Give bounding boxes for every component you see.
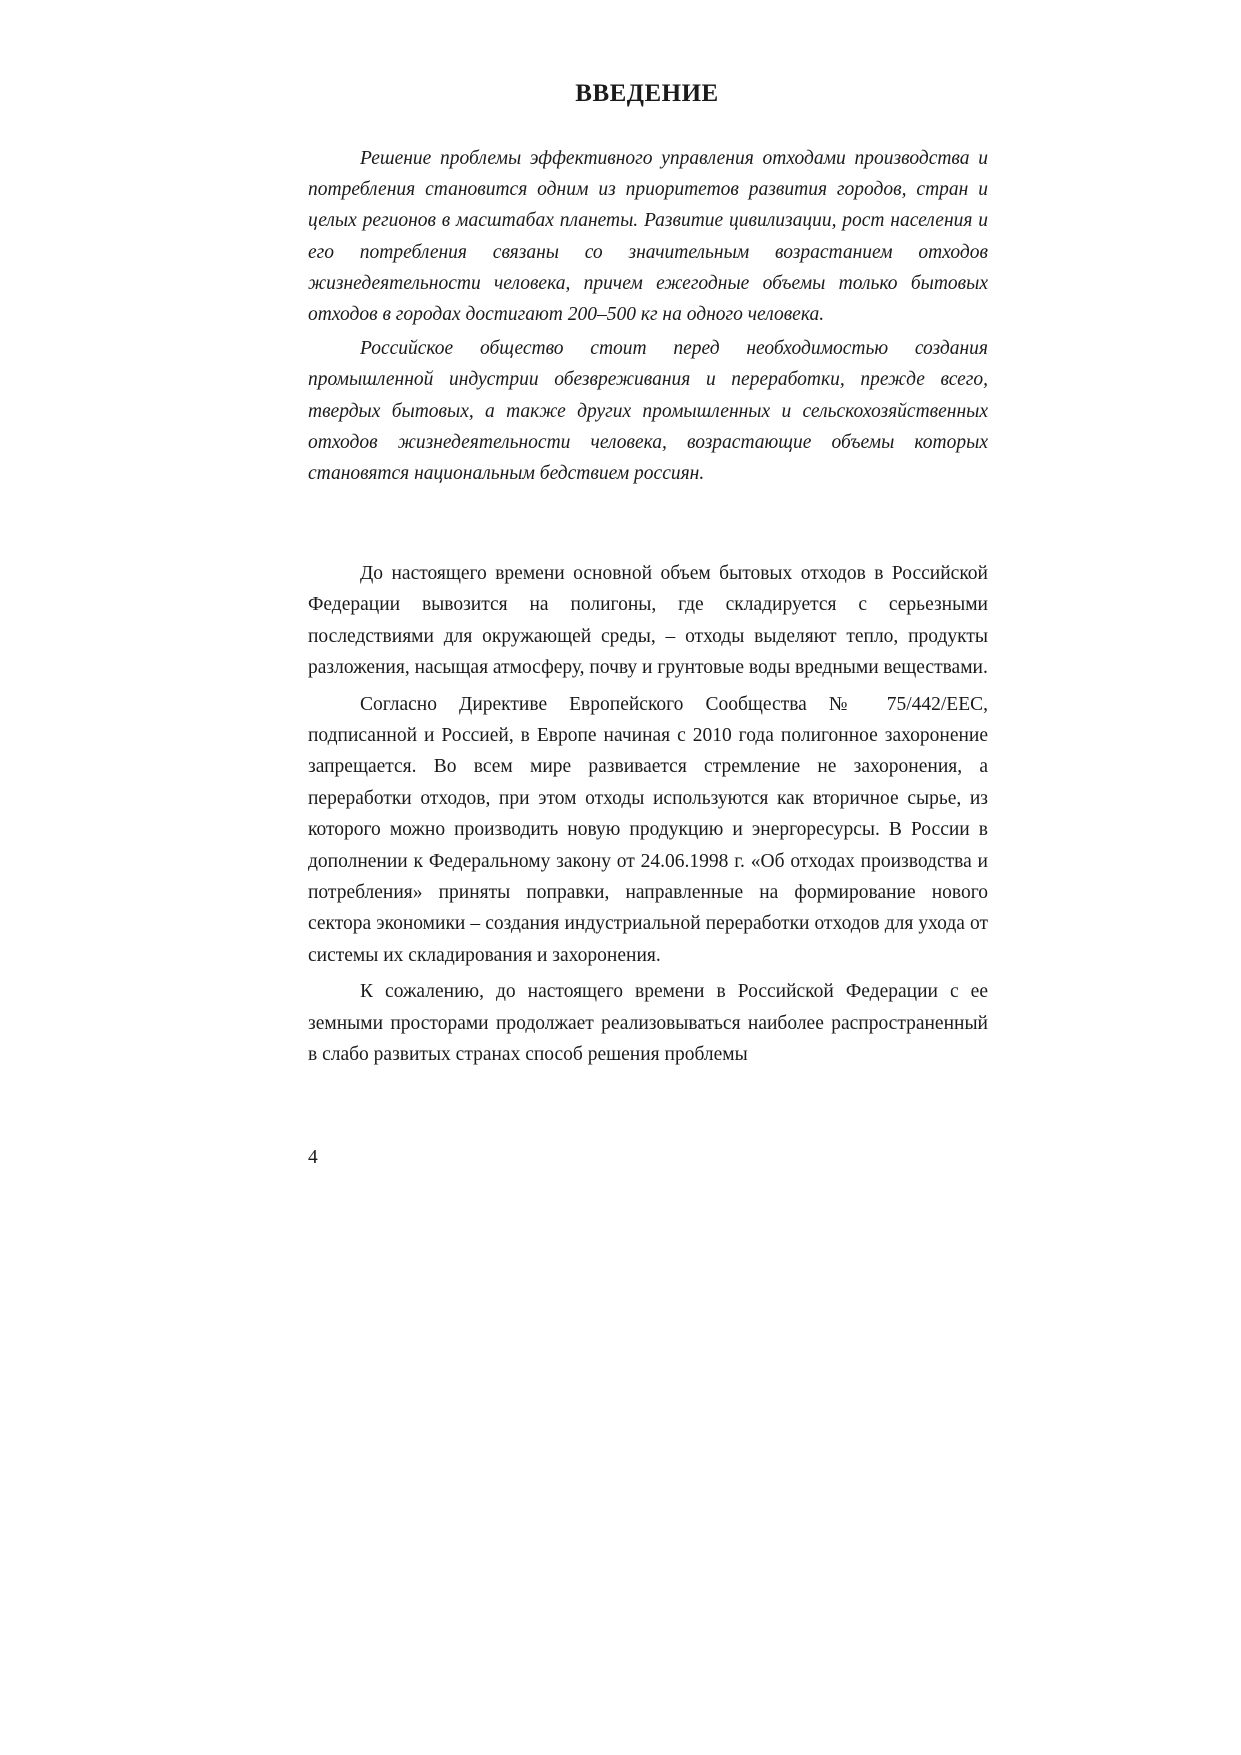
body-paragraph: До настоящего времени основной объем бытовых отходов в Российской Федерации вывозится на полигоны, где складируется с серьезными последствиями для окружающей среды, – отходы выделяют тепло, продукты разложения, насыщая атмосферу, почву и грунтовые воды вредными веществами. [308,563,988,679]
body-text [308,558,988,1071]
body-paragraph: Согласно Директиве Европейского Сообщества № 75/442/ЕЕС, подписанной и Россией, в Европе начиная с 2010 года полигонное захоронение запрещается. Во всем мире развивается стремление не захоронения, а переработки отходов, при этом отходы используются как вторичное сырье, из которого можно производить новую продукцию и энергоресурсы. В России в дополнении к Федеральному закону от 24.06.1998 г. «Об отходах производства и потребления» приняты поправки, направленные на формирование нового сектора экономики – создания индустриальной переработки отходов для ухода от системы их складирования и захоронения. [308,693,988,966]
page-title: ВВЕДЕНИЕ [575,80,719,107]
epigraph [308,143,988,489]
epigraph-paragraph: Российское общество стоит перед необходимостью создания промышленной индустрии обезвреживания и переработки, прежде всего, твердых бытовых, а также других промышленных и сельскохозяйственных отходов жизнедеятельности человека, возрастающие объемы которых становятся национальным бедствием россиян. [308,338,988,485]
page-number: 4 [308,1147,318,1168]
epigraph-paragraph: Решение проблемы эффективного управления отходами производства и потребления становится одним из приоритетов развития городов, стран и целых регионов в масштабах планеты. Развитие цивилизации, рост населения и его потребления связаны со значительным возрастанием отходов жизнедеятельности человека, причем ежегодные объемы только бытовых отходов в городах достигают 200–500 кг на одного человека. [308,148,988,326]
body-paragraph: К сожалению, до настоящего времени в Российской Федерации с ее земными просторами продолжает реализовываться наиболее распространенный в слабо развитых странах способ решения проблемы [308,981,988,1066]
